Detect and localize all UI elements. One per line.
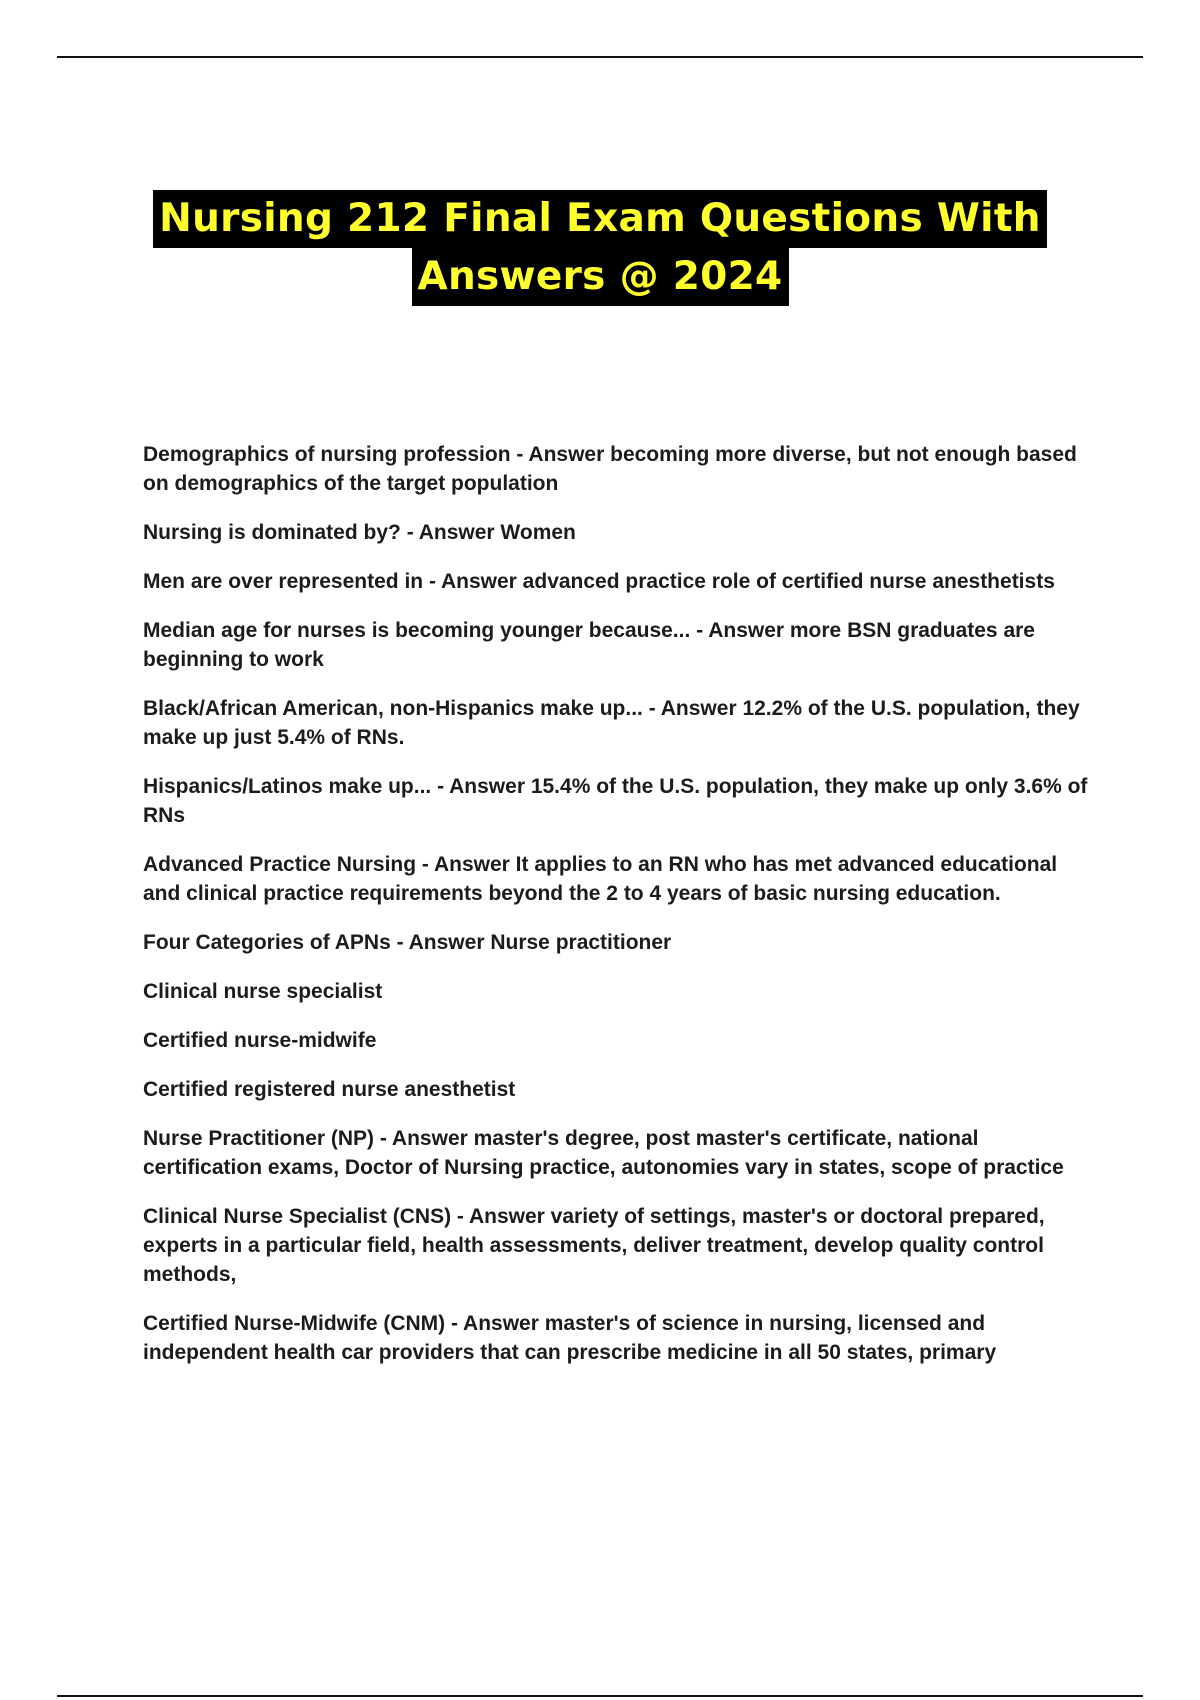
qa-item-advanced-practice: Advanced Practice Nursing - Answer It applies to an RN who has met advanced educational and clinical practice requirements beyond the 2 to 4 years of basic nursing education. — [143, 853, 1058, 905]
bottom-rule — [57, 1695, 1143, 1697]
document-title — [0, 190, 1200, 306]
qa-item-nurse-practitioner: Nurse Practitioner (NP) - Answer master's degree, post master's certificate, national certification exams, Doctor of Nursing practice, autonomies vary in states, scope of practice — [143, 1127, 1064, 1179]
qa-item-certified-nurse-midwife: Certified nurse-midwife — [143, 1029, 377, 1052]
qa-item-certified-registered-nurse-anesthetist: Certified registered nurse anesthetist — [143, 1078, 516, 1101]
top-rule — [57, 56, 1143, 58]
qa-item-hispanics-latinos: Hispanics/Latinos make up... - Answer 15.4% of the U.S. population, they make up only 3.6% of RNs — [143, 775, 1088, 827]
qa-item-four-categories: Four Categories of APNs - Answer Nurse practitioner — [143, 931, 672, 954]
qa-item-median-age: Median age for nurses is becoming younger because... - Answer more BSN graduates are beginning to work — [143, 619, 1035, 671]
qa-item-clinical-nurse-specialist: Clinical nurse specialist — [143, 980, 383, 1003]
title-line-2: Answers @ 2024 — [412, 248, 789, 306]
qa-item-demographics: Demographics of nursing profession - Answer becoming more diverse, but not enough based on demographics of the target population — [143, 443, 1077, 495]
qa-list — [143, 440, 1093, 1387]
qa-item-men-represented: Men are over represented in - Answer advanced practice role of certified nurse anesthetists — [143, 570, 1055, 593]
qa-item-cns: Clinical Nurse Specialist (CNS) - Answer variety of settings, master's or doctoral prepared, experts in a particular field, health assessments, deliver treatment, develop quality control methods, — [143, 1205, 1045, 1286]
qa-item-black-african-american: Black/African American, non-Hispanics make up... - Answer 12.2% of the U.S. population, they make up just 5.4% of RNs. — [143, 697, 1080, 749]
title-line-1: Nursing 212 Final Exam Questions With — [153, 190, 1047, 248]
qa-item-cnm: Certified Nurse-Midwife (CNM) - Answer master's of science in nursing, licensed and independent health car providers that can prescribe medicine in all 50 states, primary — [143, 1312, 997, 1364]
qa-item-dominated-by: Nursing is dominated by? - Answer Women — [143, 521, 576, 544]
